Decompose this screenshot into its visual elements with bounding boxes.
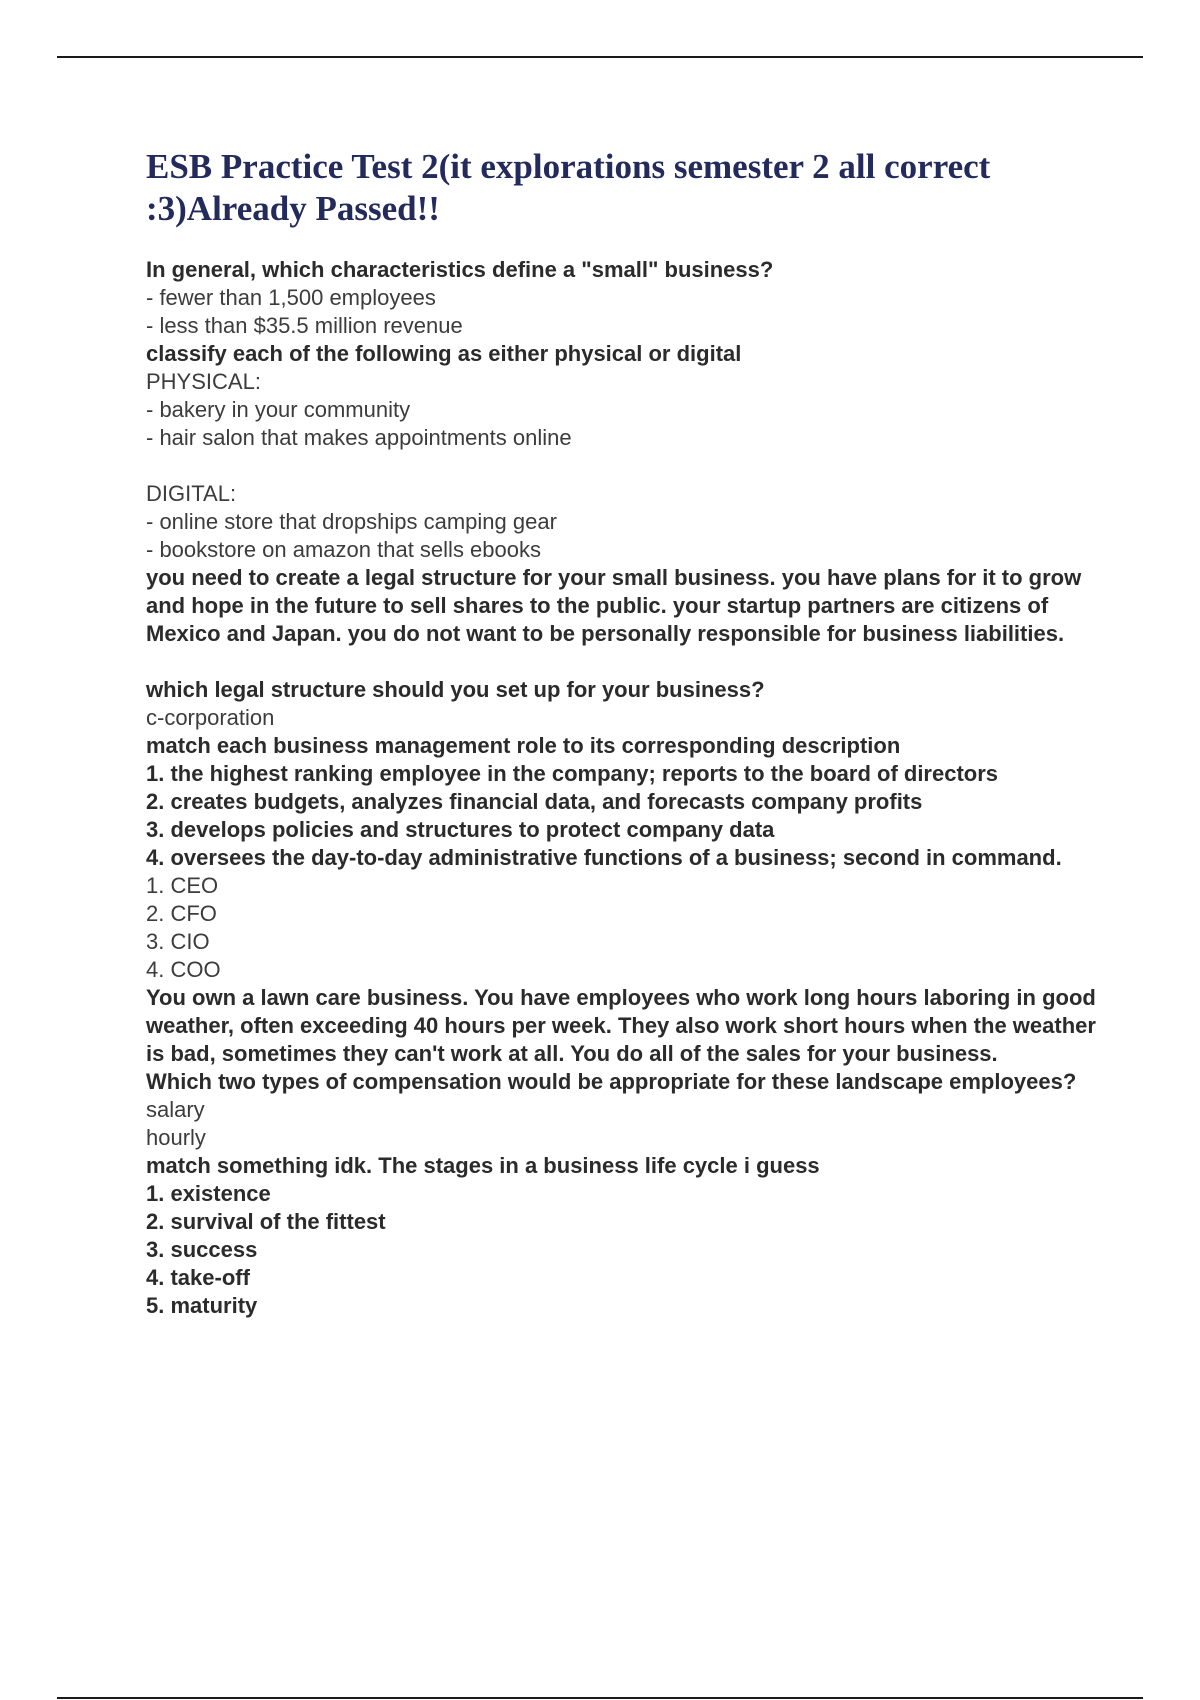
qa-item: [146, 564, 1096, 732]
question-text: match something idk. The stages in a business life cycle i guess 1. existence 2. survival of the fittest 3. success 4. take-off 5. maturity: [146, 1153, 820, 1318]
top-rule: [57, 56, 1143, 58]
question-text: classify each of the following as either physical or digital: [146, 341, 742, 366]
answer-text: PHYSICAL: - bakery in your community - hair salon that makes appointments online DIGITAL: - online store that dropships camping gear - bookstore on amazon that sells ebooks: [146, 369, 572, 562]
question-text: In general, which characteristics define a "small" business?: [146, 257, 774, 282]
question-text: match each business management role to its corresponding description 1. the highest ranking employee in the company; reports to the board of directors 2. creates budgets, analyzes financial data, and forecasts company profits 3. develops policies and structures to protect company data 4. oversees the day-to-day administrative functions of a business; second in command.: [146, 733, 1062, 870]
qa-item: [146, 340, 1096, 564]
qa-item: [146, 256, 1096, 340]
question-text: You own a lawn care business. You have employees who work long hours laboring in good weather, often exceeding 40 hours per week. They also work short hours when the weather is bad, sometimes they can't work at all. You do all of the sales for your business. Which two types of compensation would be appropriate for these landscape employees?: [146, 985, 1096, 1094]
bottom-rule: [57, 1697, 1143, 1699]
document-title: ESB Practice Test 2(it explorations semester 2 all correct :3)Already Passed!!: [146, 147, 991, 228]
question-text: you need to create a legal structure for your small business. you have plans for it to grow and hope in the future to sell shares to the public. your startup partners are citizens of Mexico and Japan. you do not want to be personally responsible for business liabilities. which legal structure should you set up for your business?: [146, 565, 1082, 702]
answer-text: c-corporation: [146, 705, 275, 730]
qa-item: [146, 984, 1096, 1152]
answer-text: - fewer than 1,500 employees - less than $35.5 million revenue: [146, 285, 463, 338]
answer-text: salary hourly: [146, 1097, 206, 1150]
qa-item: [146, 1152, 1096, 1320]
document-body: [146, 146, 1096, 1320]
qa-item: [146, 732, 1096, 984]
answer-text: 1. CEO 2. CFO 3. CIO 4. COO: [146, 873, 221, 982]
